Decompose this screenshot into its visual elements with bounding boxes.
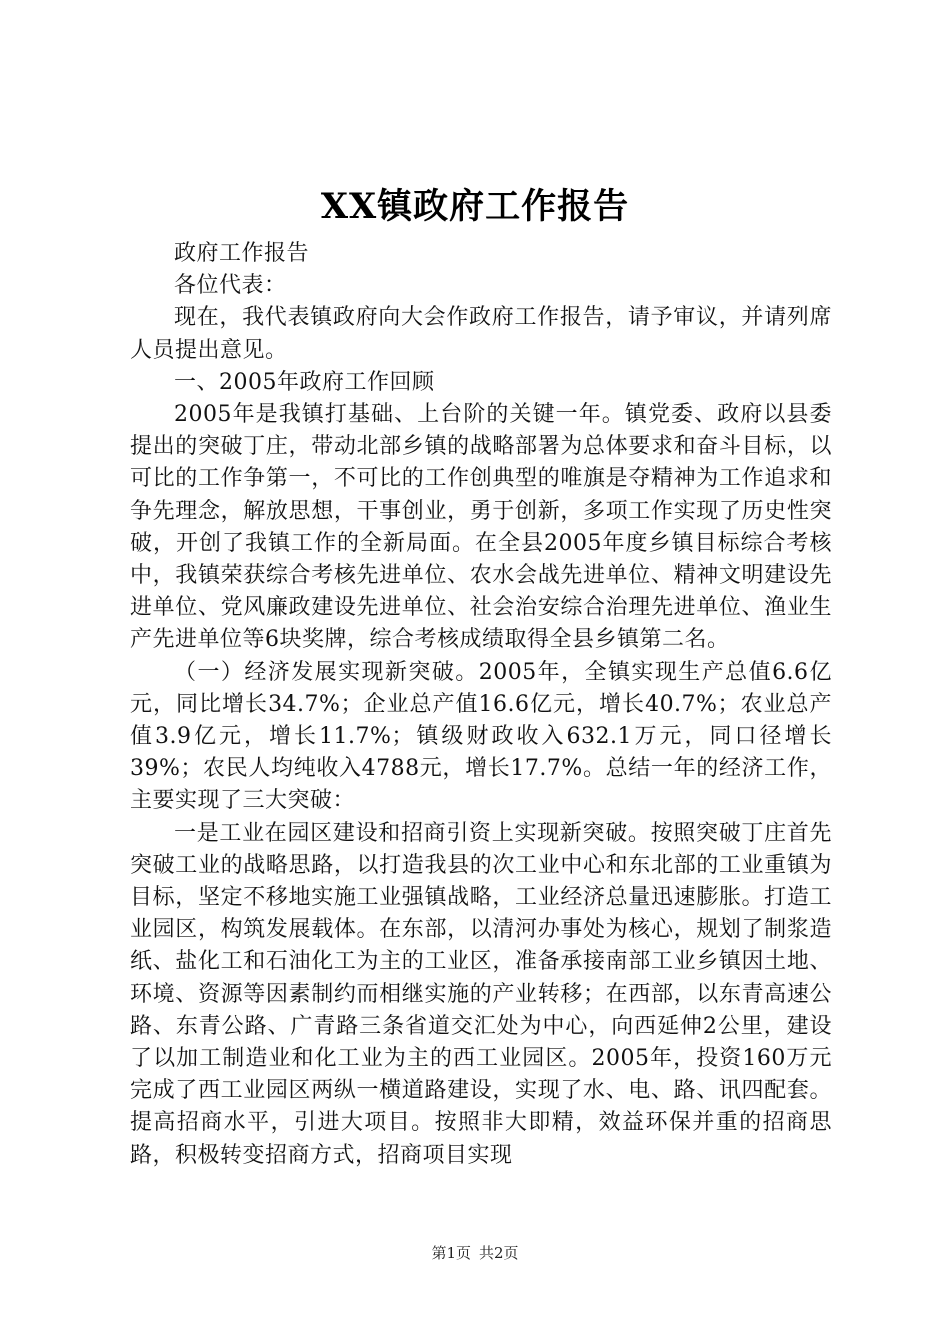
document-body <box>130 238 832 1172</box>
paragraph-heading: 政府工作报告 <box>174 241 310 266</box>
page-number: 第1页 <box>431 1244 471 1262</box>
paragraph-economy: （一）经济发展实现新突破。2005年，全镇实现生产总值6.6亿元，同比增长34.7%；企业总产值16.6亿元，增长40.7%；农业总产值3.9亿元，增长11.7%；镇级财政收入632.1万元，同口径增长39%；农民人均纯收入4788元，增长17.7%。总结一年的经济工作，主要实现了三大突破： <box>130 659 832 814</box>
paragraph-intro: 现在，我代表镇政府向大会作政府工作报告，请予审议，并请列席人员提出意见。 <box>130 305 832 363</box>
paragraph-salutation: 各位代表： <box>174 273 287 299</box>
document-title: XX镇政府工作报告 <box>320 186 630 227</box>
page-total: 共2页 <box>479 1244 519 1262</box>
paragraph-industry: 一是工业在园区建设和招商引资上实现新突破。按照突破丁庄首先突破工业的战略思路，以打造我县的次工业中心和东北部的工业重镇为目标，坚定不移地实施工业强镇战略，工业经济总量迅速膨胀。打造工业园区，构筑发展载体。在东部，以清河办事处为核心，规划了制浆造纸、盐化工和石油化工为主的工业区，准备承接南部工业乡镇因土地、环境、资源等因素制约而相继实施的产业转移；在西部，以东青高速公路、东青公路、广青路三条省道交汇处为中心，向西延伸2公里，建设了以加工制造业和化工业为主的西工业园区。2005年，投资160万元完成了西工业园区两纵一横道路建设，实现了水、电、路、讯四配套。提高招商水平，引进大项目。按照非大即精，效益环保并重的招商思路，积极转变招商方式，招商项目实现 <box>130 820 832 1168</box>
paragraph-review: 2005年是我镇打基础、上台阶的关键一年。镇党委、政府以县委提出的突破丁庄，带动北部乡镇的战略部署为总体要求和奋斗目标，以可比的工作争第一，不可比的工作创典型的唯旗是夺精神为工作追求和争先理念，解放思想，干事创业，勇于创新，多项工作实现了历史性突破，开创了我镇工作的全新局面。在全县2005年度乡镇目标综合考核中，我镇荣获综合考核先进单位、农水会战先进单位、精神文明建设先进单位、党风廉政建设先进单位、社会治安综合治理先进单位、渔业生产先进单位等6块奖牌，综合考核成绩取得全县乡镇第二名。 <box>130 402 832 653</box>
section-heading: 一、2005年政府工作回顾 <box>174 369 435 395</box>
page-footer <box>0 1242 950 1263</box>
